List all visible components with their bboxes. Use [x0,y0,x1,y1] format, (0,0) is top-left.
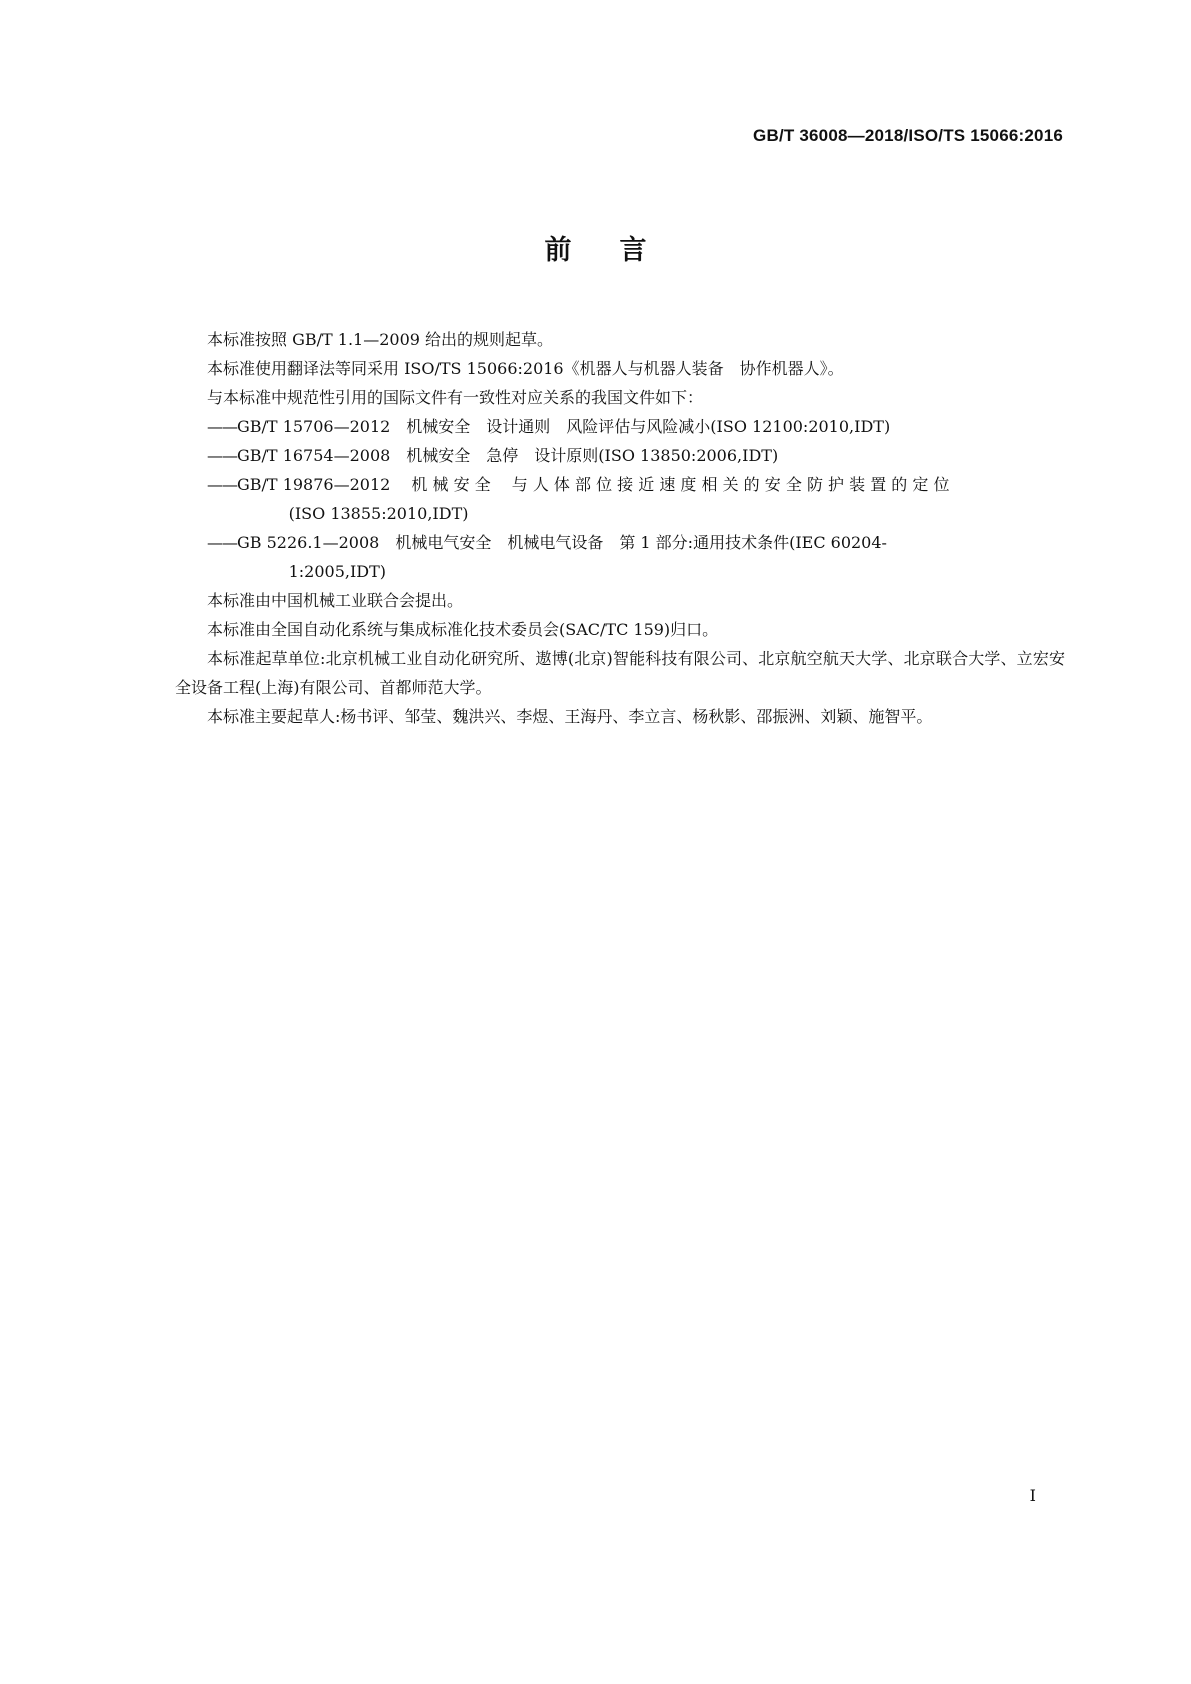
list-item-reference-1 [175,412,1065,441]
list-item-text: GB/T 15706—2012 机械安全 设计通则 风险评估与风险减小(ISO 12100:2010,IDT) [237,417,891,436]
foreword-body [175,325,1065,731]
page-number: I [1029,1486,1036,1505]
paragraph-under-jurisdiction: 本标准由全国自动化系统与集成标准化技术委员会(SAC/TC 159)归口。 [207,620,719,639]
list-item-text: GB 5226.1—2008 机械电气安全 机械电气设备 第 1 部分:通用技术条件(IEC 60204- [237,533,887,552]
paragraph-drafting-units: 本标准起草单位:北京机械工业自动化研究所、遨博(北京)智能科技有限公司、北京航空航天大学、北京联合大学、立宏安全设备工程(上海)有限公司、首都师范大学。 [175,649,1065,697]
list-dash: —— [207,533,237,552]
list-item-text: GB/T 19876—2012 机 械 安 全 与 人 体 部 位 接 近 速 度 相 关 的 安 全 防 护 装 置 的 定 位 [237,475,950,494]
list-dash: —— [207,446,237,465]
list-item-continuation: 1:2005,IDT) [288,562,387,581]
list-dash: —— [207,475,237,494]
document-code: GB/T 36008—2018/ISO/TS 15066:2016 [753,126,1063,145]
paragraph-adoption: 本标准使用翻译法等同采用 ISO/TS 15066:2016《机器人与机器人装备 协作机器人》。 [207,359,844,378]
list-item-reference-4 [175,528,1065,586]
list-dash: —— [207,417,237,436]
list-item-text: GB/T 16754—2008 机械安全 急停 设计原则(ISO 13850:2006,IDT) [237,446,779,465]
list-item-continuation: (ISO 13855:2010,IDT) [288,504,469,523]
list-item-reference-2 [175,441,1065,470]
list-item-reference-3 [175,470,1065,528]
paragraph-drafters: 本标准主要起草人:杨书评、邹莹、魏洪兴、李煜、王海丹、李立言、杨秋影、邵振洲、刘颖、施智平。 [207,707,933,726]
paragraph-drafting-rules: 本标准按照 GB/T 1.1—2009 给出的规则起草。 [207,330,554,349]
paragraph-proposed-by: 本标准由中国机械工业联合会提出。 [207,591,464,610]
paragraph-references-intro: 与本标准中规范性引用的国际文件有一致性对应关系的我国文件如下： [207,388,704,407]
page-title: 前言 [544,235,695,266]
